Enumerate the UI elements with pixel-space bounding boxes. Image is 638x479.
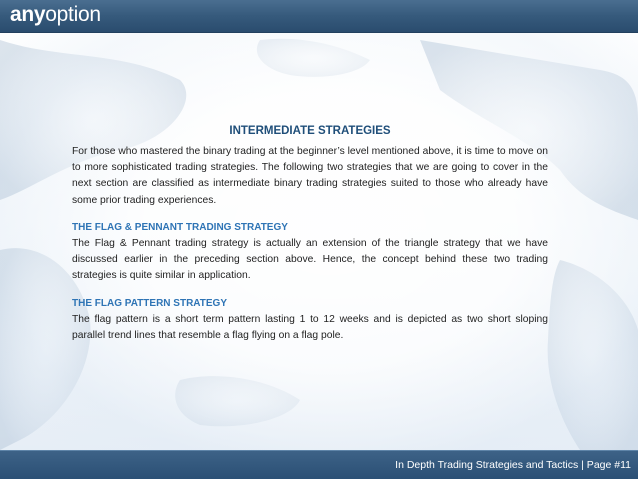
logo-option: option bbox=[45, 3, 101, 26]
footer-bar bbox=[0, 450, 638, 479]
logo-any: any bbox=[10, 3, 46, 26]
section2-paragraph: The flag pattern is a short term pattern lasting 1 to 12 weeks and is depicted as two short sloping parallel trend lines that resemble a flag flying on a flag pole. bbox=[72, 313, 548, 342]
page-title: INTERMEDIATE STRATEGIES bbox=[229, 125, 391, 137]
anyoption-logo bbox=[10, 3, 101, 27]
footer-page-label: In Depth Trading Strategies and Tactics | Page #11 bbox=[395, 459, 631, 471]
section1-paragraph: The Flag & Pennant trading strategy is actually an extension of the triangle strategy that we have discussed earlier in the preceding section above. Hence, the concept behind these two trading strategies is quite similar in application. bbox=[72, 238, 548, 282]
section2-heading: THE FLAG PATTERN STRATEGY bbox=[72, 297, 227, 309]
intro-paragraph: For those who mastered the binary trading at the beginner’s level mentioned above, it is time to move on to more sophisticated trading strategies. The following two strategies that we are going to cover in the next section are classified as intermediate binary trading strategies suited to those who already have some prior trading experiences. bbox=[72, 146, 548, 206]
header-bar bbox=[0, 0, 638, 33]
document-body bbox=[72, 122, 548, 355]
section1-heading: THE FLAG & PENNANT TRADING STRATEGY bbox=[72, 221, 288, 233]
